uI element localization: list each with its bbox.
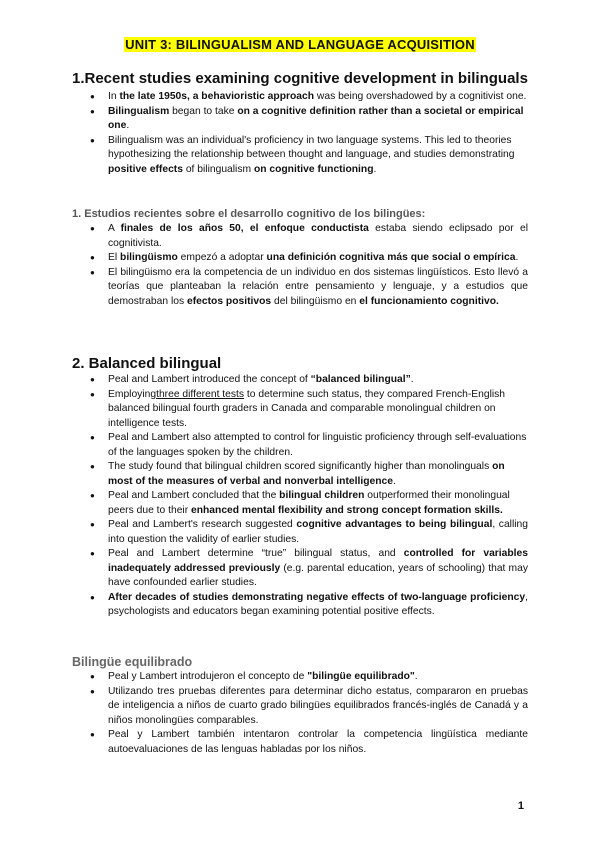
unit-title: UNIT 3: BILINGUALISM AND LANGUAGE ACQUISITION [125, 37, 475, 52]
list-item: ● Utilizando tres pruebas diferentes para determinar dicho estatus, compararon en pruebas de inteligencia a niños de cuarto grado bilingües equilibrados francés-inglés de Canadá y a niños monolingües comparables. [90, 685, 528, 729]
list-item: ● Employingthree different tests to determine such status, they compared French-English balanced bilingual fourth graders in Canada and comparable monolingual children on intelligence tests. [90, 388, 528, 432]
list-item: ● The study found that bilingual children scored significantly higher than monolinguals on most of the measures of verbal and nonverbal intelligence. [90, 460, 528, 489]
list-item: ● El bilingüismo era la competencia de un individuo en dos sistemas lingüísticos. Esto llevó a teorías que planteaban la relación entre pensamiento y lenguaje, y a estudios que demostraban los efectos positivos del bilingüismo en el funcionamiento cognitivo. [90, 266, 528, 310]
list-item: ● After decades of studies demonstrating negative effects of two-language proficiency, psychologists and educators began examining potential positive effects. [90, 591, 528, 620]
list-item: ● In the late 1950s, a behavioristic approach was being overshadowed by a cognitivist one. [90, 90, 528, 105]
section1-list [90, 90, 528, 177]
section2-list [90, 373, 528, 620]
list-item: ● Peal and Lambert also attempted to control for linguistic proficiency through self-evaluations of the languages spoken by the children. [90, 431, 528, 460]
list-item: ● El bilingüismo empezó a adoptar una definición cognitiva más que social o empírica. [90, 251, 528, 266]
list-item: ● Peal and Lambert concluded that the bilingual children outperformed their monolingual peers due to their enhanced mental flexibility and strong concept formation skills. [90, 489, 528, 518]
section2-es-heading: Bilingüe equilibrado [72, 655, 193, 669]
list-item: ● Bilingualism began to take on a cognitive definition rather than a societal or empirical one. [90, 105, 528, 134]
page-number: 1 [517, 800, 524, 812]
section1-heading: 1.Recent studies examining cognitive development in bilinguals [72, 70, 528, 87]
list-item: ● Peal y Lambert también intentaron controlar la competencia lingüística mediante autoevaluaciones de las lenguas habladas por los niños. [90, 728, 528, 757]
list-item: ● Peal and Lambert determine “true” bilingual status, and controlled for variables inadequately addressed previously (e.g. parental education, years of schooling) that may have confounded earlier studies. [90, 547, 528, 591]
section2-es-list [90, 670, 528, 757]
list-item: ● Peal and Lambert's research suggested cognitive advantages to being bilingual, calling into question the validity of earlier studies. [90, 518, 528, 547]
list-item: ● A finales de los años 50, el enfoque conductista estaba siendo eclipsado por el cognitivista. [90, 222, 528, 251]
list-item: ● Peal and Lambert introduced the concept of “balanced bilingual”. [90, 373, 528, 388]
section1-es-heading: 1. Estudios recientes sobre el desarrollo cognitivo de los bilingües: [72, 208, 426, 220]
section2-heading: 2. Balanced bilingual [72, 355, 222, 372]
list-item: ● Peal y Lambert introdujeron el concepto de "bilingüe equilibrado". [90, 670, 528, 685]
section1-es-list [90, 222, 528, 309]
list-item: ● Bilingualism was an individual's proficiency in two language systems. This led to theories hypothesizing the relationship between thought and language, and studies demonstrating positive effects of bilingualism on cognitive functioning. [90, 134, 528, 178]
